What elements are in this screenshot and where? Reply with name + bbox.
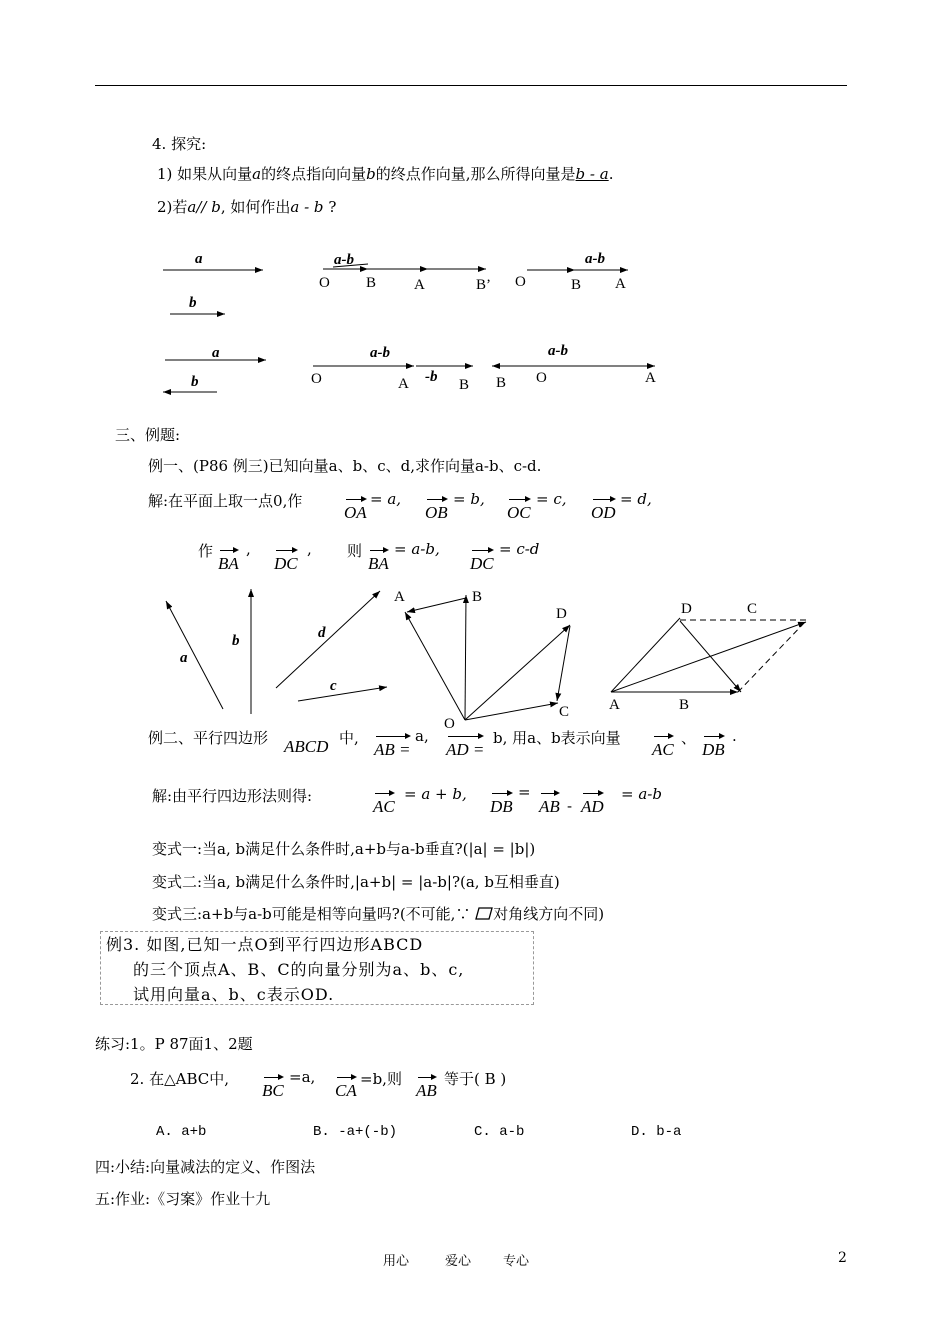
vector-BA-1: BA [218,554,239,574]
section4-line2: 2)若a// b, 如何作出a - b ? [157,198,337,216]
vector-BC: BC [262,1081,284,1101]
example2-pre: 例二、平行四边形 [148,729,269,747]
vector-AB-1: AB = [374,740,411,760]
svg-text:b: b [191,374,199,390]
page-number: 2 [838,1250,847,1266]
svg-text:A: A [615,276,626,292]
vector-AB-3: AB [416,1081,437,1101]
vector-OA: OA [344,503,367,523]
example1-figure [0,580,950,730]
example3-line2: 的三个顶点A、B、C的向量分别为a、b、c, [133,960,465,979]
eq-d: = d, [620,490,652,508]
variant2: 变式二:当a, b满足什么条件时,|a+b| = |a-b|?(a, b互相垂直) [152,873,560,891]
svg-text:B: B [459,377,470,393]
homework: 五:作业:《习案》作业十九 [95,1190,271,1208]
section4-line1: 1) 如果从向量a的终点指向向量b的终点作向量,那么所得向量是b - a. [157,165,614,183]
label-O-fig: O [444,716,455,732]
vector-AC-2: AC [373,797,395,817]
option-b: B. -a+(-b) [313,1124,398,1140]
vector-DB-2: DB [490,797,513,817]
eq-cmd: = c-d [499,540,540,558]
eq-b: = b, [453,490,485,508]
svg-text:a-b: a-b [548,343,568,359]
eq-c: = c, [536,490,567,508]
practice-title: 练习:1。P 87面1、2题 [95,1035,253,1053]
svg-text:C: C [559,704,570,720]
practice-q2-a: =a, [289,1068,316,1086]
example2-a: a, [415,727,429,745]
vector-CA: CA [335,1081,357,1101]
variant3: 变式三:a+b与a-b可能是相等向量吗?(不可能,∵ 对角线方向不同) [152,905,605,923]
parallel-vectors-diagram [0,240,950,400]
svg-text:b: b [232,633,240,649]
svg-text:a: a [195,251,203,267]
comma-1: , [246,540,251,558]
svg-text:B’: B’ [476,277,491,293]
variant1: 变式一:当a, b满足什么条件时,a+b与a-b垂直?(|a| = |b|) [152,840,536,858]
svg-text:b: b [189,295,197,311]
svg-text:A: A [394,589,405,605]
svg-text:O: O [515,274,526,290]
svg-text:d: d [318,625,326,641]
solution2-pre: 解:由平行四边形法则得: [152,787,313,805]
vector-OB: OB [425,503,448,523]
svg-text:a: a [212,345,220,361]
vector-AD-2: AD [581,797,604,817]
vector-OC: OC [507,503,531,523]
example1-text: 例一、(P86 例三)已知向量a、b、c、d,求作向量a-b、c-d. [148,457,542,475]
solution1-pre: 解:在平面上取一点0,作 [148,492,303,510]
svg-text:C: C [747,601,758,617]
vector-BA-2: BA [368,554,389,574]
option-a: A. a+b [156,1124,207,1140]
vector-AC-1: AC [652,740,674,760]
svg-text:a-b: a-b [370,345,390,361]
practice-q2-b: =b,则 [360,1070,402,1088]
summary: 四:小结:向量减法的定义、作图法 [95,1158,316,1176]
solution2-ac: = a + b, [404,785,467,803]
comma-2: , [307,540,312,558]
svg-text:B: B [366,275,377,291]
example2-b: b, 用a、b表示向量 [493,729,621,747]
footer-motto-1: 用心 [383,1254,410,1269]
option-d: D. b-a [631,1124,682,1140]
solution2-end: = a-b [621,785,662,803]
svg-text:A: A [645,370,656,386]
solution1b-pre: 作 [198,542,214,560]
svg-text:A: A [398,376,409,392]
vector-OD: OD [591,503,616,523]
svg-text:-b: -b [425,369,438,385]
svg-text:c: c [330,678,337,694]
solution2-minus: - [567,797,573,815]
svg-text:A: A [609,697,620,713]
footer-motto-3: 专心 [503,1254,530,1269]
svg-text:O: O [536,370,547,386]
then-label: 则 [347,542,363,560]
svg-text:B: B [496,375,507,391]
svg-text:O: O [311,371,322,387]
svg-text:B: B [679,697,690,713]
option-c: C. a-b [474,1124,525,1140]
vector-AD-1: AD = [446,740,484,760]
svg-text:B: B [571,277,582,293]
header-rule [95,85,847,86]
section4-title: 4. 探究: [152,135,207,153]
example3-line1: 例3. 如图,已知一点O到平行四边形ABCD [106,935,424,954]
svg-text:B: B [472,589,483,605]
svg-text:a: a [180,650,188,666]
example2-end: . [732,727,737,745]
practice-q2-pre: 2. 在△ABC中, [130,1070,229,1088]
example2-mid: 中, [339,729,359,747]
svg-text:a-b: a-b [334,252,354,268]
svg-text:D: D [556,606,567,622]
svg-text:D: D [681,601,692,617]
section3-title: 三、例题: [115,426,181,444]
vector-DB-1: DB [702,740,725,760]
example3-line3: 试用向量a、b、c表示OD. [133,985,335,1004]
practice-q2-end: 等于( B ) [444,1070,507,1088]
example2-sep: 、 [681,729,697,747]
svg-text:A: A [414,277,425,293]
footer-motto-2: 爱心 [445,1254,472,1269]
svg-text:O: O [319,275,330,291]
svg-text:a-b: a-b [585,251,605,267]
vector-AB-2: AB [539,797,560,817]
solution2-eq: = [518,783,531,801]
eq-a: = a, [370,490,402,508]
example2-abcd: ABCD [284,737,329,756]
vector-DC-2: DC [470,554,494,574]
parallelogram-icon [475,907,493,920]
vector-DC-1: DC [274,554,298,574]
eq-amb: = a-b, [394,540,440,558]
